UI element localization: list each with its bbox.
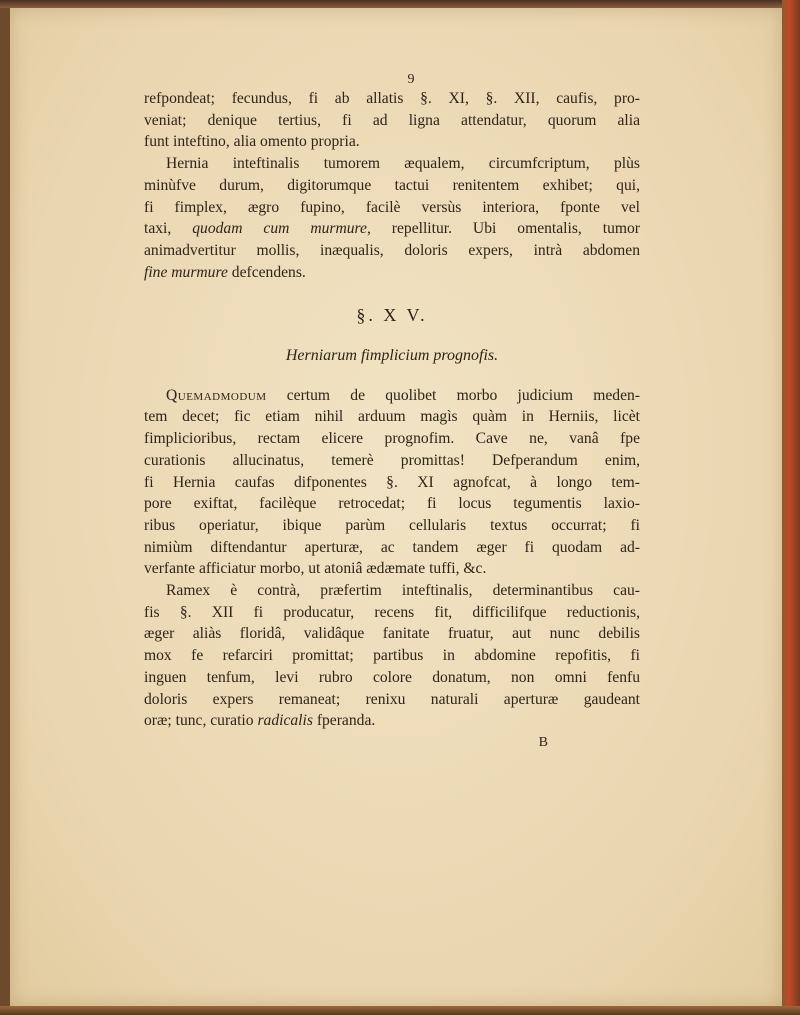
book-spine-edge: [782, 0, 800, 1015]
page-top-edge: [0, 0, 800, 8]
text-line: doloris expers remaneat; renixu naturali aperturæ gaudeant: [144, 690, 640, 708]
paragraph-2: [144, 153, 640, 283]
text-line: veniat; denique tertius, fi ad ligna attendatur, quorum alia: [144, 111, 640, 129]
page-text-block: [144, 72, 640, 754]
text-fragment: fperanda.: [312, 712, 376, 730]
text-line: pore exiftat, facilèque retrocedat; fi locus tegumentis laxio-: [144, 495, 640, 513]
section-heading: §. X V.: [356, 305, 428, 326]
italic-phrase: quodam cum murmure: [192, 220, 367, 238]
text-line: verfante afficiatur morbo, ut atoniâ ædæmate tuffi, &c.: [144, 560, 487, 578]
text-line: [144, 710, 640, 732]
text-line: nimiùm diftendantur aperturæ, ac tandem æger fi quodam ad-: [144, 538, 640, 556]
text-line: refpondeat; fecundus, fi ab allatis §. XI, §. XII, caufis, pro-: [144, 90, 640, 107]
text-fragment: oræ; tunc, curatio: [144, 712, 258, 730]
text-line: [144, 218, 640, 240]
text-line: Ramex è contrà, præfertim inteftinalis, determinantibus cau-: [166, 582, 640, 600]
text-fragment: defcendens.: [227, 263, 306, 281]
page-bottom-edge: [0, 1006, 800, 1015]
text-line: inguen tenfum, levi rubro colore donatum, non omni fenfu: [144, 668, 640, 686]
text-line: [144, 385, 640, 407]
text-line: fimplicioribus, rectam elicere prognofim. Cave ne, vanâ fpe: [144, 430, 640, 448]
text-line: fi fimplex, ægro fupino, facilè versùs interiora, fponte vel: [144, 198, 640, 216]
text-line: fis §. XII fi producatur, recens fit, difficilifque reductionis,: [144, 603, 640, 621]
text-line: animadvertitur mollis, inæqualis, doloris expers, intrà abdomen: [144, 241, 640, 259]
text-line: ribus operiatur, ibique parùm cellularis textus occurrat; fi: [144, 516, 640, 534]
text-line: curationis allucinatus, temerè promittas! Defperandum enim,: [144, 451, 640, 469]
text-fragment: certum de quolibet morbo judicium meden-: [266, 386, 640, 404]
italic-phrase: fine murmure: [144, 263, 228, 281]
text-fragment: , repellitur. Ubi omentalis, tumor: [366, 220, 640, 238]
text-line: mox fe refarciri promittat; partibus in abdomine repofitis, fi: [144, 647, 640, 665]
catchword: B: [538, 734, 548, 750]
text-line: Hernia inteftinalis tumorem æqualem, circumfcriptum, plùs: [166, 155, 640, 173]
section-subtitle: Herniarum fimplicium prognofis.: [285, 347, 499, 365]
paragraph-1: [144, 88, 640, 153]
text-line: [144, 262, 640, 284]
text-line: funt inteftino, alia omento propria.: [144, 133, 360, 151]
paragraph-4: [144, 580, 640, 732]
text-line: fi Hernia caufas difponentes §. XI agnofcat, à longo tem-: [144, 473, 640, 491]
text-line: minùfve durum, digitorumque tactui renitentem exhibet; qui,: [144, 176, 640, 194]
small-caps-opening-word: Quemadmodum: [166, 386, 267, 404]
page-number: 9: [407, 72, 415, 87]
italic-word: radicalis: [257, 712, 313, 730]
text-line: æger aliàs floridâ, validâque fanitate fruatur, aut nunc debilis: [144, 625, 640, 643]
text-fragment: taxi,: [144, 220, 193, 238]
paragraph-3: [144, 385, 640, 580]
text-line: tem decet; fic etiam nihil arduum magìs quàm in Herniis, licèt: [144, 408, 640, 426]
